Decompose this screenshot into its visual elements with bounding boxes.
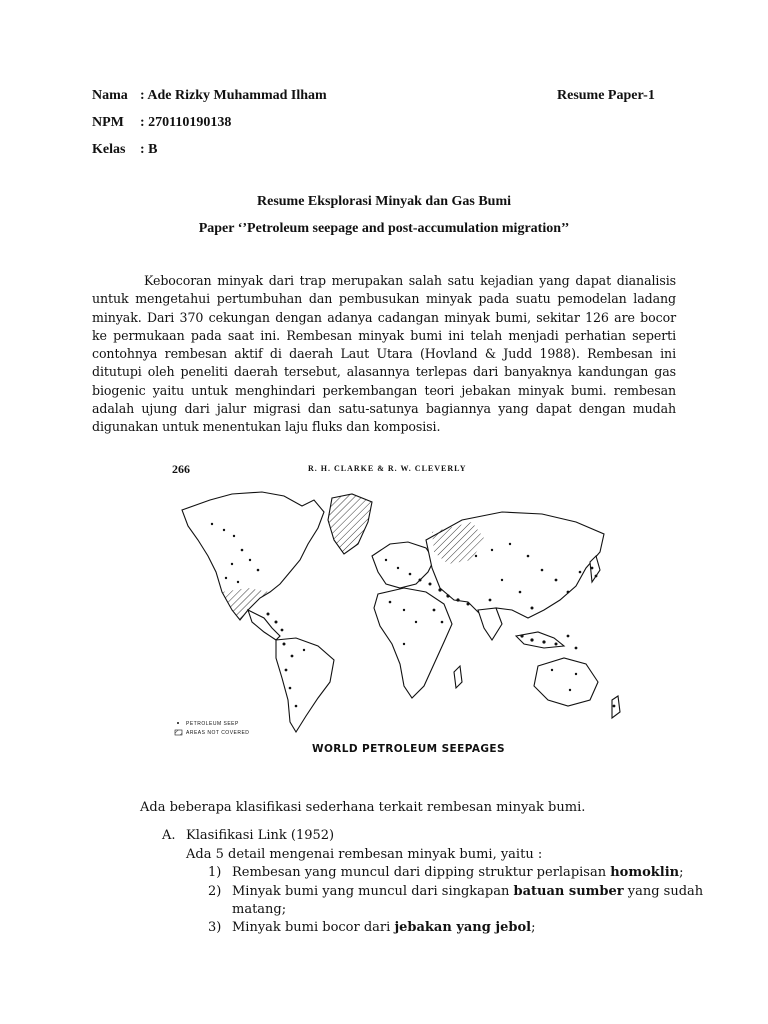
landmass-australia (534, 658, 598, 706)
class-value: : B (140, 142, 158, 157)
document-tag: Resume Paper-1 (557, 88, 655, 103)
legend-seep-symbol (177, 722, 179, 724)
list-item-suffix: yang sudah (623, 884, 704, 899)
list-item-text: Minyak bumi yang muncul dari singkapan (232, 884, 514, 899)
landmass-india (478, 608, 502, 640)
list-item-suffix: ; (679, 865, 684, 880)
list-item-number: 2) (208, 884, 222, 899)
landmass-europe (372, 542, 434, 588)
section-a-title: Klasifikasi Link (1952) (186, 828, 335, 843)
document-title: Resume Eksplorasi Minyak dan Gas Bumi (257, 194, 511, 209)
seepage-map-figure (172, 460, 624, 760)
landmass-indonesia (516, 632, 564, 648)
classification-intro: Ada beberapa klasifikasi sederhana terkait rembesan minyak bumi. (140, 800, 586, 815)
name-label: Nama (92, 88, 128, 103)
figure-authors: R. H. CLARKE & R. W. CLEVERLY (308, 464, 467, 473)
list-item-bold: jebakan yang jebol (394, 920, 532, 935)
list-item-bold: batuan sumber (513, 884, 624, 899)
figure-caption: WORLD PETROLEUM SEEPAGES (312, 743, 505, 755)
paper-subtitle: Paper ‘’Petroleum seepage and post-accumulation migration’’ (198, 221, 570, 236)
class-label: Kelas (92, 142, 126, 157)
list-item-text: Rembesan yang muncul dari dipping struktur perlapisan (232, 865, 611, 880)
list-item-bold: homoklin (610, 865, 680, 880)
landmass-south-america (276, 638, 334, 732)
list-item-number: 3) (208, 920, 222, 935)
list-item-suffix: ; (531, 920, 536, 935)
not-covered-north-america (222, 588, 270, 620)
figure-page-number: 266 (172, 462, 190, 476)
name-value: : Ade Rizky Muhammad Ilham (140, 88, 327, 103)
list-item-number: 1) (208, 865, 222, 880)
list-item (232, 884, 703, 899)
list-item-text: Minyak bumi bocor dari (232, 920, 395, 935)
landmass-africa (374, 588, 452, 698)
list-item (232, 865, 684, 880)
world-map (172, 460, 624, 750)
section-a-lead: Ada 5 detail mengenai rembesan minyak bumi, yaitu : (186, 847, 543, 862)
legend-seep-label: PETROLEUM SEEP (186, 721, 239, 727)
section-a-marker: A. (162, 828, 176, 843)
npm-value: : 270110190138 (140, 115, 232, 130)
list-item-continuation: matang; (232, 902, 287, 917)
summary-paragraph: Kebocoran minyak dari trap merupakan salah satu kejadian yang dapat dianalisis untuk mengetahui pertumbuhan dan pembusukan minyak pada suatu pemodelan ladang minyak. Dari 370 cekungan dengan adanya cadangan minyak bumi, sekitar 126 are bocor ke permukaan pada saat ini. Rembesan minyak bumi ini telah menjadi perhatian seperti contohnya rembesan aktif di daerah Laut Utara (Hovland & Judd 1988). Rembesan ini ditutupi oleh peneliti daerah tersebut, alasannya terlepas dari banyaknya kandungan gas biogenic yaitu untuk menghindari perkembangan teori jebakan minyak bumi. rembesan adalah ujung dari jalur migrasi dan satu-satunya bagiannya yang dapat dengan mudah digunakan untuk menentukan laju fluks dan komposisi. (92, 273, 676, 435)
legend-not-covered-symbol (175, 730, 182, 735)
list-item (232, 920, 535, 935)
npm-label: NPM (92, 115, 124, 130)
landmass-greenland (328, 494, 372, 554)
landmass-central-america (248, 610, 280, 640)
landmass-madagascar (454, 666, 462, 688)
legend-not-covered-label: AREAS NOT COVERED (186, 730, 250, 736)
